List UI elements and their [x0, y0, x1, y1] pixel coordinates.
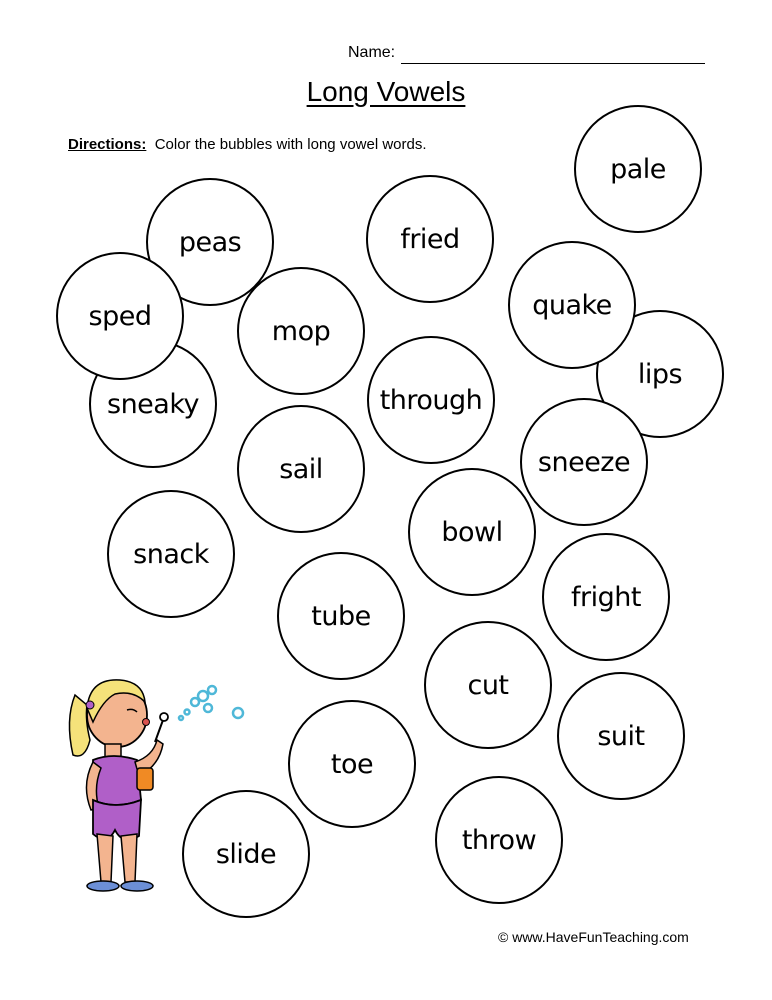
bubble-word: mop — [271, 315, 331, 347]
bubble-sped[interactable] — [56, 252, 184, 380]
bubble-tube[interactable] — [277, 552, 405, 680]
bubble-quake[interactable] — [508, 241, 636, 369]
copyright-footer: © www.HaveFunTeaching.com — [498, 929, 689, 945]
bubble-bowl[interactable] — [408, 468, 536, 596]
bubble-fried[interactable] — [366, 175, 494, 303]
bubble-word: sped — [88, 300, 152, 332]
bubble-suit[interactable] — [557, 672, 685, 800]
bubble-word: throw — [461, 824, 537, 856]
directions-label: Directions: — [68, 136, 147, 153]
bubble-word: fried — [400, 223, 460, 255]
bubble-word: fright — [571, 581, 641, 613]
bubble-word: toe — [330, 748, 374, 780]
bubble-word: suit — [597, 720, 645, 752]
bubble-word: pale — [610, 153, 666, 185]
bubble-mop[interactable] — [237, 267, 365, 395]
bubble-word: sail — [279, 453, 323, 485]
bubble-word: sneaky — [107, 388, 199, 420]
bubble-word: bowl — [441, 516, 503, 548]
bubble-through[interactable] — [367, 336, 495, 464]
bubble-word: peas — [178, 226, 242, 258]
soap-bubbles-icon — [179, 686, 243, 720]
bubble-word: through — [379, 384, 483, 416]
bubble-throw[interactable] — [435, 776, 563, 904]
bubble-word: lips — [637, 358, 683, 390]
bubble-sneeze[interactable] — [520, 398, 648, 526]
bubble-word: sneeze — [537, 446, 631, 478]
bubble-wand-icon — [155, 713, 168, 742]
bubble-cut[interactable] — [424, 621, 552, 749]
page-title: Long Vowels — [306, 76, 466, 107]
bubble-word: snack — [133, 538, 209, 570]
bubble-pale[interactable] — [574, 105, 702, 233]
bubble-fright[interactable] — [542, 533, 670, 661]
bubble-snack[interactable] — [107, 490, 235, 618]
bubble-word: slide — [215, 838, 277, 870]
directions-text: Color the bubbles with long vowel words. — [154, 136, 427, 153]
name-label: Name: — [348, 44, 396, 61]
bubble-word: quake — [532, 289, 612, 321]
bubble-word: tube — [311, 600, 371, 632]
bubble-sail[interactable] — [237, 405, 365, 533]
bubble-toe[interactable] — [288, 700, 416, 828]
girl-blowing-bubbles-illustration — [45, 660, 255, 910]
bubble-word: cut — [467, 669, 509, 701]
